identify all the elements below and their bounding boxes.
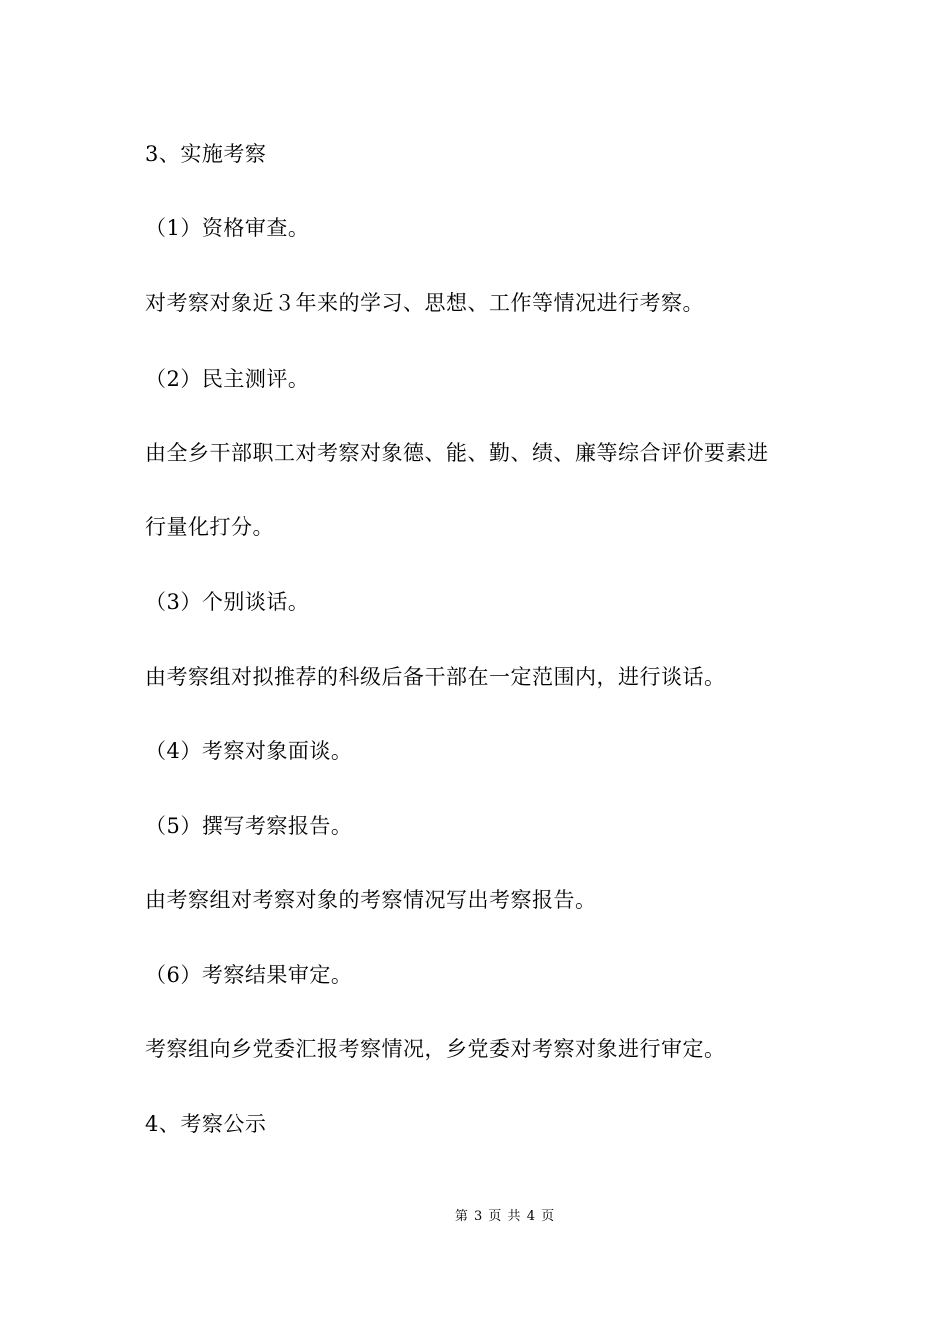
section-heading-3: 3、实施考察 — [145, 142, 267, 166]
subheading-3: （3）个别谈话。 — [145, 590, 310, 614]
paragraph-5: 由考察组对考察对象的考察情况写出考察报告。 — [145, 888, 597, 912]
paragraph-2-line-2: 行量化打分。 — [145, 515, 274, 539]
paragraph-1: 对考察对象近３年来的学习、思想、工作等情况进行考察。 — [145, 291, 704, 315]
section-heading-4: 4、考察公示 — [145, 1112, 267, 1136]
subheading-1: （1）资格审查。 — [145, 216, 310, 240]
subheading-5: （5）撰写考察报告。 — [145, 814, 353, 838]
paragraph-2-line-1: 由全乡干部职工对考察对象德、能、勤、绩、廉等综合评价要素进 — [145, 441, 769, 465]
paragraph-3: 由考察组对拟推荐的科级后备干部在一定范围内，进行谈话。 — [145, 665, 726, 689]
page-number-footer: 第 3 页 共 4 页 — [454, 1209, 556, 1224]
subheading-6: （6）考察结果审定。 — [145, 963, 353, 987]
paragraph-6: 考察组向乡党委汇报考察情况，乡党委对考察对象进行审定。 — [145, 1037, 726, 1061]
subheading-4: （4）考察对象面谈。 — [145, 739, 353, 763]
subheading-2: （2）民主测评。 — [145, 367, 310, 391]
